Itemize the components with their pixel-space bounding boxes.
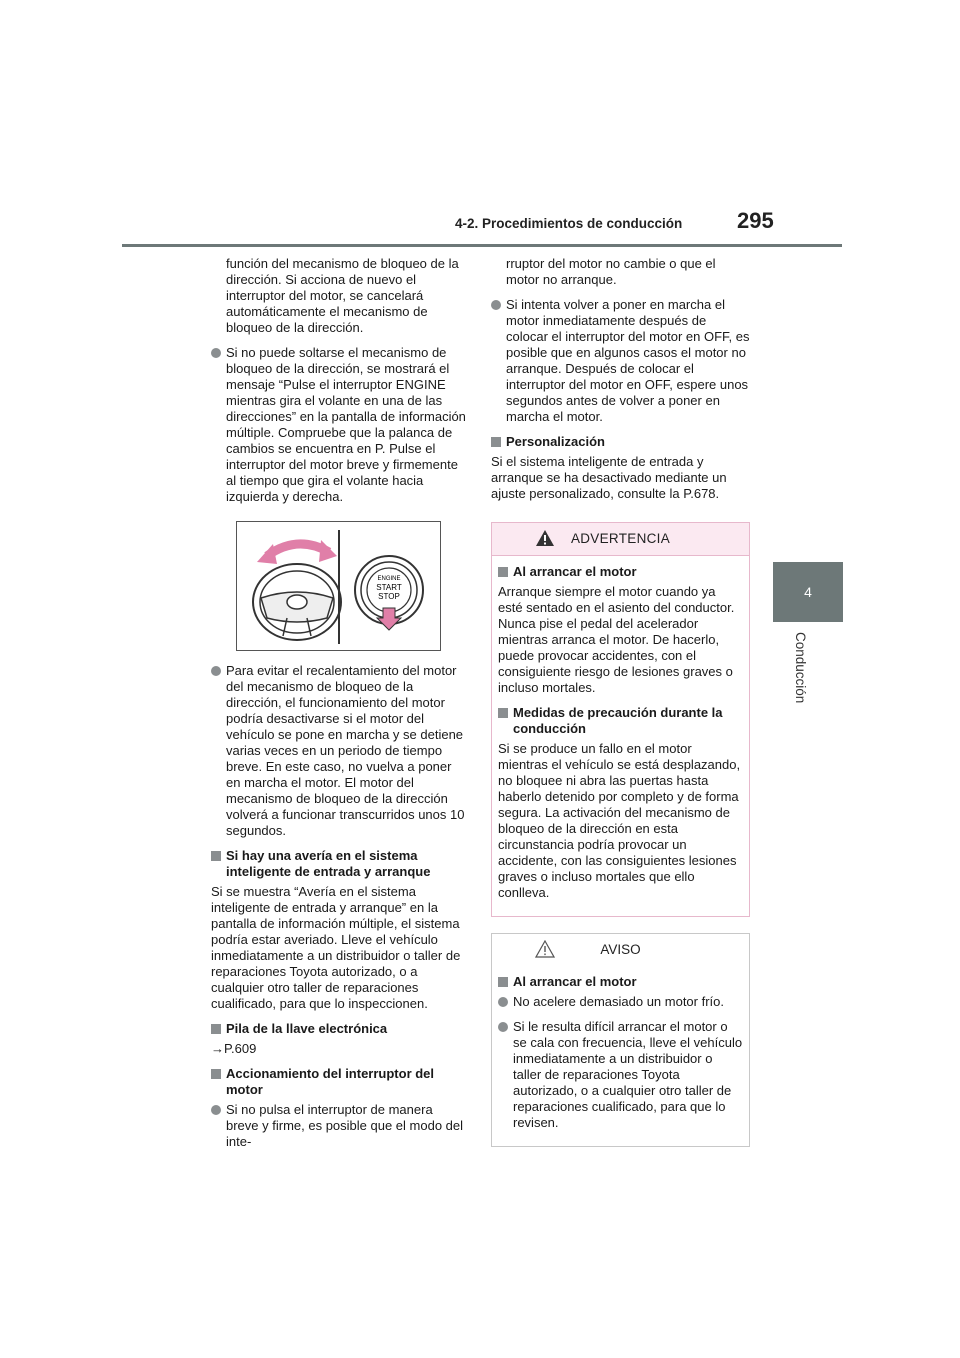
warning-icon xyxy=(535,529,555,547)
bullet-item: Si intenta volver a poner en marcha el motor inmediatamente después de colocar el interruptor del motor en OFF, es posible que en algunos casos el motor no arranque. Después de colocar el interruptor del motor en OFF, espere unos segundos antes de volver a poner en marcha el motor. xyxy=(491,297,750,425)
notice-header xyxy=(492,934,749,966)
steering-illustration xyxy=(237,522,440,650)
right-column xyxy=(491,256,750,1163)
section-heading: Pila de la llave electrónica xyxy=(211,1021,466,1037)
notice-box xyxy=(491,933,750,1147)
notice-title: AVISO xyxy=(600,942,641,957)
paragraph: Si se muestra “Avería en el sistema inteligente de entrada y arranque” en la pantalla de información múltiple, el sistema podría estar averiado. Lleve el vehículo inmediatamente a un distribuidor o taller de reparaciones Toyota autorizado, o a cualquier otro taller de reparaciones cualificado, para que lo inspeccionen. xyxy=(211,884,461,1011)
paragraph: rruptor del motor no cambie o que el motor no arranque. xyxy=(506,256,716,287)
button-text-engine: ENGINE xyxy=(377,576,401,582)
bullet-item: No acelere demasiado un motor frío. xyxy=(498,994,743,1010)
section-heading: Si hay una avería en el sistema inteligente de entrada y arranque xyxy=(211,848,466,880)
steering-wheel-icon xyxy=(253,564,341,640)
bullet-item: Si no puede soltarse el mecanismo de bloqueo de la dirección, se mostrará el mensaje “Pulse el interruptor ENGINE mientras gira el volante en una de las direcciones” en la pantalla de información múltiple. Compruebe que la palanca de cambios se encuentra en P. Pulse el interruptor del motor breve y firmemente al tiempo que gira el volante hacia izquierda y derecha. xyxy=(211,345,466,505)
bullet-item: Si le resulta difícil arrancar el motor o se cala con frecuencia, lleve el vehículo inmediatamente a un distribuidor o taller de reparaciones Toyota autorizado, o a cualquier otro taller de reparaciones cualificado, para que lo revisen. xyxy=(498,1019,743,1131)
bullet-item: Para evitar el recalentamiento del motor del mecanismo de bloqueo de la dirección, el funcionamiento del motor podría desactivarse si el motor del vehículo se pone en marcha y se detiene varias veces en un periodo de tiempo breve. En este caso, no vuelva a poner en marcha el motor. El motor del mecanismo de bloqueo de la dirección volverá a funcionar transcurridos unos 10 segundos. xyxy=(211,663,466,839)
section-title: 4-2. Procedimientos de conducción xyxy=(455,216,683,231)
button-text-stop: STOP xyxy=(378,592,400,601)
rotate-arrow-icon xyxy=(267,544,329,556)
paragraph: Si el sistema inteligente de entrada y arranque se ha desactivado mediante un ajuste personalizado, consulte la P.678. xyxy=(491,454,727,501)
section-heading: Personalización xyxy=(491,434,750,450)
page-number: 295 xyxy=(737,208,774,233)
section-heading: Al arrancar el motor xyxy=(498,974,743,990)
section-heading: Medidas de precaución durante la conducción xyxy=(498,705,743,737)
paragraph: Si se produce un fallo en el motor mientras el vehículo se está desplazando, no bloquee ni abra las puertas hasta haberlo detenido por completo y de forma segura. La activación del mecanismo de bloqueo de la dirección en esta circunstancia podría provocar un accidente, con las consiguientes lesiones graves o incluso mortales que ello conlleva. xyxy=(498,741,741,900)
left-column xyxy=(211,256,466,1159)
chapter-tab[interactable]: 4 xyxy=(773,562,843,622)
warning-box xyxy=(491,522,750,917)
page-reference: →P.609 xyxy=(211,1041,257,1056)
section-heading: Al arrancar el motor xyxy=(498,564,743,580)
button-text-start: START xyxy=(376,583,402,592)
arrow-head-right xyxy=(319,540,337,562)
caution-icon xyxy=(535,940,555,958)
paragraph: función del mecanismo de bloqueo de la dirección. Si acciona de nuevo el interruptor del motor, se cancelará automáticamente el mecanismo de bloqueo de la dirección. xyxy=(226,256,459,335)
warning-title: ADVERTENCIA xyxy=(570,531,671,546)
warning-header xyxy=(492,523,749,556)
bullet-item: Si no pulsa el interruptor de manera breve y firme, es posible que el modo del inte- xyxy=(211,1102,466,1150)
paragraph: Arranque siempre el motor cuando ya esté sentado en el asiento del conductor. Nunca pise el pedal del acelerador mientras arranca el motor. De hacerlo, puede provocar accidentes, con el consiguiente riesgo de lesiones graves o incluso mortales. xyxy=(498,584,735,695)
chapter-label: Conducción xyxy=(793,632,808,704)
steering-lock-illustration xyxy=(236,521,441,651)
header-rule xyxy=(122,244,842,247)
section-heading: Accionamiento del interruptor del motor xyxy=(211,1066,466,1098)
